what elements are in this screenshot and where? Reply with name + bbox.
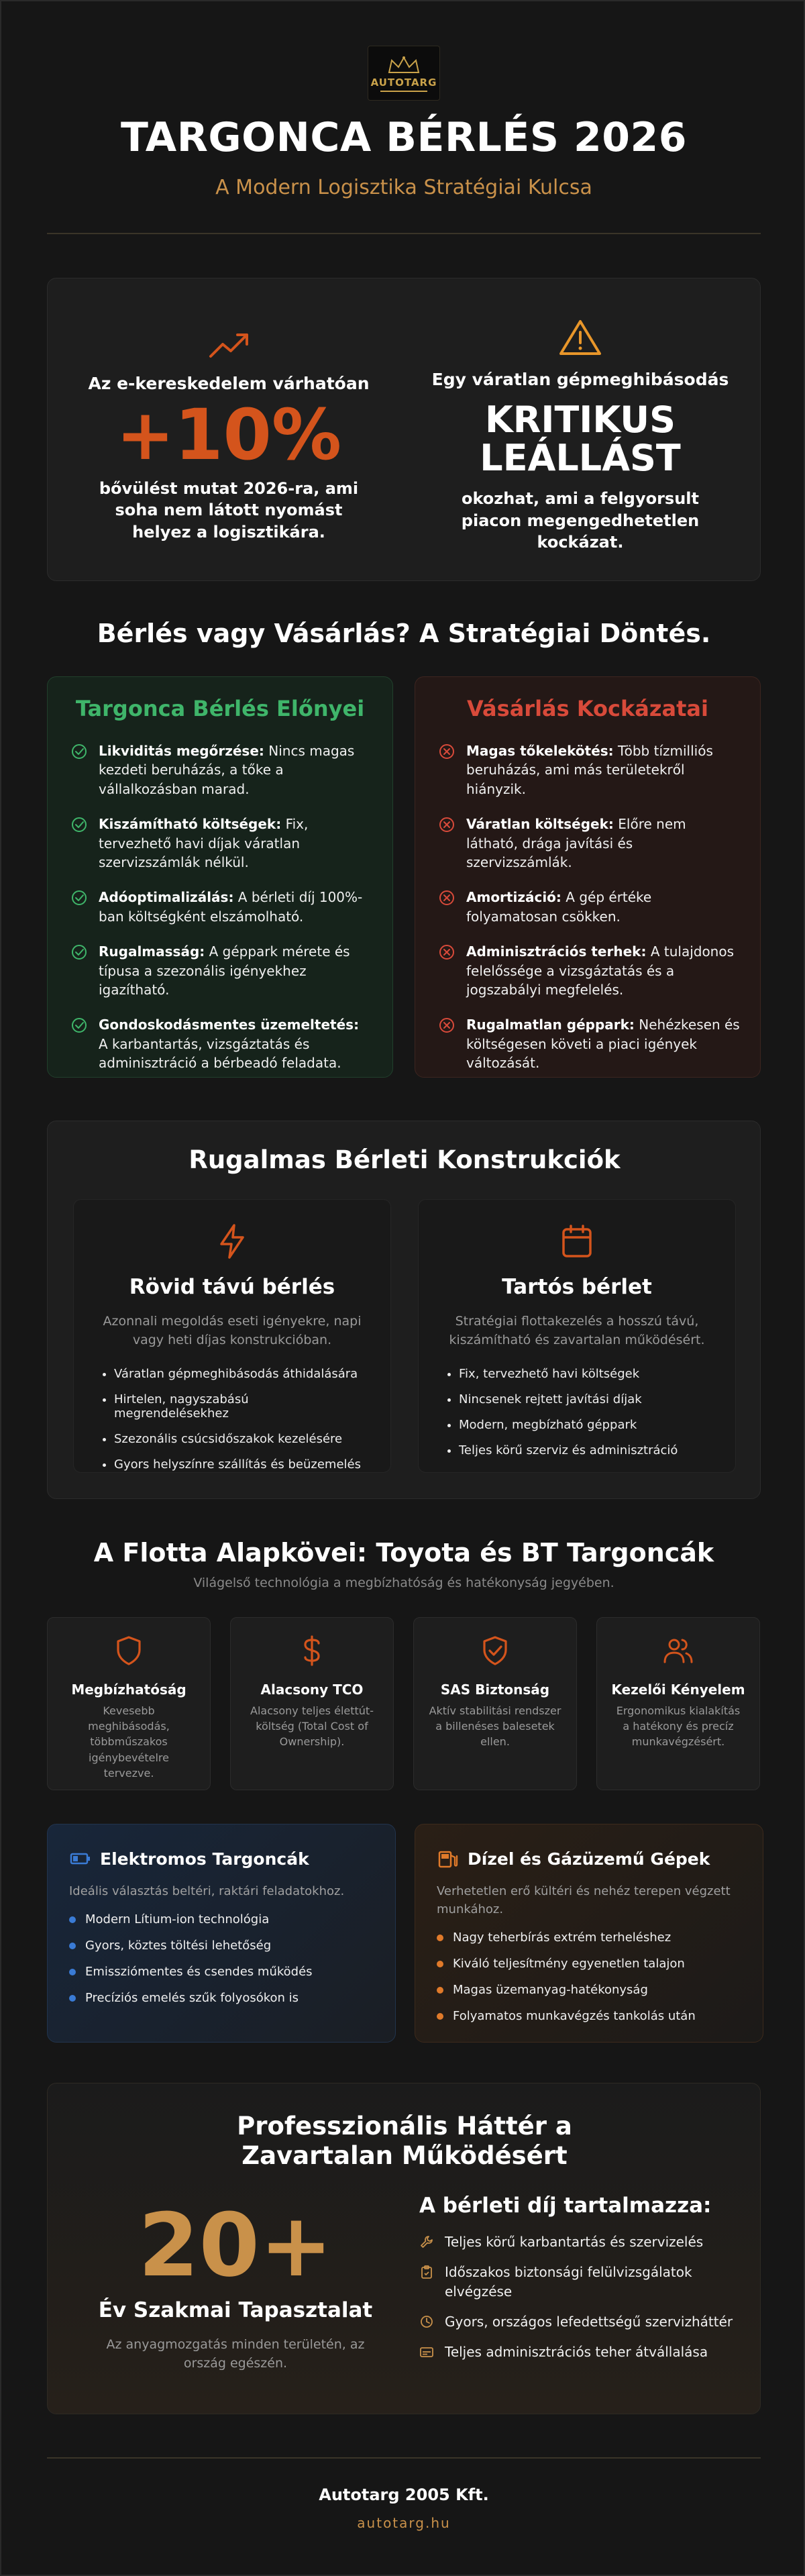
shield-icon [112, 1634, 146, 1667]
item-text [99, 1015, 372, 1072]
check-circle-icon [70, 943, 88, 961]
rental-long-desc: Stratégiai flottakezelés a hosszú távú, kiszámítható és zavartalan működésért. [449, 1314, 705, 1347]
item-text: Magas üzemanyag-hatékonyság [453, 1983, 648, 1997]
list-item: • Nincsenek rejtett javítási díjak [459, 1392, 711, 1406]
list-item [419, 2232, 735, 2252]
pros-list [48, 741, 392, 1072]
pillar-reliability [47, 1617, 211, 1790]
rental-long-card [418, 1199, 736, 1473]
pros-title: Targonca Bérlés Előnyei [75, 696, 365, 721]
rental-long-list [459, 1367, 711, 1457]
list-item [419, 2312, 735, 2332]
includes-title: A bérleti díj tartalmazza: [419, 2194, 712, 2218]
list-item: • Váratlan gépmeghibásodás áthidalására [114, 1367, 366, 1381]
rental-short-list [114, 1367, 366, 1472]
pillar-desc: Kevesebb meghibásodás, többműszakos igénybevételre tervezve. [88, 1704, 170, 1780]
x-circle-icon [438, 943, 455, 961]
calendar-icon [558, 1223, 596, 1260]
stat-value: KRITIKUS LEÁLLÁST [480, 399, 681, 479]
stats-card [47, 278, 761, 581]
shield-check-icon [478, 1634, 512, 1667]
list-item [438, 1015, 740, 1072]
bullet-dot-icon [437, 2013, 443, 2020]
stat-lead: Egy váratlan gépmeghibásodás [431, 370, 729, 389]
rental-short-desc: Azonnali megoldás eseti igényekre, napi vagy heti díjas konstrukcióban. [103, 1314, 362, 1347]
dollar-icon [295, 1634, 329, 1667]
pillar-desc: Aktív stabilitási rendszer a billenéses balesetek ellen. [429, 1704, 561, 1749]
stat-value: +10% [115, 394, 342, 476]
item-text: Kiváló teljesítmény egyenetlen talajon [453, 1957, 685, 1971]
diesel-desc: Verhetetlen erő kültéri és nehéz terepen végzett munkához. [437, 1884, 731, 1916]
item-label: Rugalmatlan géppark: [466, 1017, 635, 1033]
compare-title: Bérlés vagy Vásárlás? A Stratégiai Döntés. [97, 619, 711, 648]
list-item: • Modern, megbízható géppark [459, 1418, 711, 1432]
item-text: Emissziómentes és csendes működés [85, 1965, 313, 1979]
item-label: Váratlan költségek: [466, 816, 614, 833]
pillar-title: Alacsony TCO [260, 1682, 364, 1698]
electric-card [47, 1824, 396, 2043]
background-title: Professzionális Háttér a Zavartalan Működésért [237, 2112, 572, 2171]
pillar-title: Kezelői Kényelem [611, 1682, 745, 1698]
cons-card [415, 676, 761, 1078]
list-item [70, 888, 372, 926]
footer-divider [47, 2457, 761, 2459]
bullet-dot-icon [437, 1987, 443, 1994]
list-item [438, 888, 740, 926]
item-detail: Nincs magas kezdeti beruházás, a tőke a vállalkozásban marad. [99, 743, 355, 797]
stat-lead: Az e-kereskedelem várhatóan [88, 374, 370, 393]
pillar-sas [413, 1617, 577, 1790]
experience-number: 20+ [138, 2194, 333, 2296]
stat-desc: okozhat, ami a felgyorsult piacon megengedhetetlen kockázat. [461, 489, 700, 552]
pillar-comfort [596, 1617, 760, 1790]
item-text [466, 942, 740, 999]
list-item [69, 1912, 395, 1926]
list-item [437, 1930, 763, 1945]
list-item [438, 815, 740, 872]
x-circle-icon [438, 816, 455, 833]
users-icon [661, 1634, 695, 1667]
bullet-dot-icon [69, 1943, 76, 1949]
check-circle-icon [70, 816, 88, 833]
item-label: Amortizáció: [466, 889, 561, 906]
list-item [69, 1965, 395, 1979]
item-label: Adóoptimalizálás: [99, 889, 234, 906]
item-label: Kiszámítható költségek: [99, 816, 282, 833]
x-circle-icon [438, 889, 455, 907]
item-detail: A bérleti díj 100%-ban költségként elszámolható. [99, 889, 363, 925]
x-circle-icon [438, 1017, 455, 1034]
rental-long-title: Tartós bérlet [502, 1275, 652, 1299]
diesel-list [437, 1930, 763, 2023]
rental-section [47, 1121, 761, 1499]
item-detail: A karbantartás, vizsgáztatás és adminisztráció a bérbeadó feladata. [99, 1035, 341, 1072]
list-item [438, 741, 740, 798]
item-detail: Fix, tervezhető havi díjak váratlan szervizszámlák nélkül. [99, 816, 309, 870]
warning-icon [557, 317, 604, 358]
electric-list [69, 1912, 395, 2005]
trending-up-icon [205, 325, 252, 366]
logo-text: AUTOTARG [370, 76, 437, 89]
item-label: Adminisztrációs terhek: [466, 943, 647, 960]
bullet-dot-icon [69, 1916, 76, 1923]
item-text: Nagy teherbírás extrém terheléshez [453, 1930, 672, 1945]
item-text [99, 888, 372, 926]
item-text [99, 815, 372, 872]
machine-types [47, 1824, 761, 2045]
list-item [70, 815, 372, 872]
rental-title: Rugalmas Bérleti Konstrukciók [189, 1145, 621, 1174]
list-item [69, 1939, 395, 1953]
item-text [466, 815, 740, 872]
stat-breakdown [419, 317, 741, 554]
item-label: Rugalmasság: [99, 943, 205, 960]
divider [47, 233, 761, 234]
list-item [437, 1957, 763, 1971]
rental-short-card [73, 1199, 391, 1473]
page-subtitle: A Modern Logisztika Stratégiai Kulcsa [215, 176, 592, 199]
item-detail: Több tízmilliós beruházás, ami más területekről hiányzik. [466, 743, 713, 797]
diesel-card [415, 1824, 763, 2043]
list-item [437, 2009, 763, 2023]
electric-desc: Ideális választás beltéri, raktári feladatokhoz. [69, 1884, 345, 1898]
item-detail: A géppark mérete és típusa a szezonális igényekhez igazítható. [99, 943, 350, 998]
company-logo [368, 46, 440, 101]
list-item: • Teljes körű szerviz és adminisztráció [459, 1443, 711, 1457]
lightning-icon [213, 1223, 251, 1260]
bullet-dot-icon [437, 1935, 443, 1941]
rental-short-title: Rövid távú bérlés [129, 1275, 335, 1299]
item-text: Modern Lítium-ion technológia [85, 1912, 270, 1926]
check-circle-icon [70, 1017, 88, 1034]
include-text: Időszakos biztonsági felülvizsgálatok elvégzése [445, 2264, 692, 2300]
page-title: TARGONCA BÉRLÉS 2026 [121, 114, 687, 161]
list-item: • Hirtelen, nagyszabású megrendelésekhez [114, 1392, 366, 1421]
list-item [70, 1015, 372, 1072]
item-text: Folyamatos munkavégzés tankolás után [453, 2009, 696, 2023]
crown-icon [384, 55, 424, 75]
includes-list [419, 2232, 735, 2373]
pillar-tco [230, 1617, 394, 1790]
list-item: • Gyors helyszínre szállítás és beüzemelés [114, 1457, 366, 1472]
item-text [99, 942, 372, 999]
cons-title: Vásárlás Kockázatai [467, 696, 708, 721]
background-section [47, 2083, 761, 2414]
check-circle-icon [70, 743, 88, 760]
bullet-dot-icon [69, 1995, 76, 2002]
item-label: Magas tőkelekötés: [466, 743, 614, 759]
item-label: Likviditás megőrzése: [99, 743, 264, 759]
list-item [419, 2263, 735, 2302]
item-text: Gyors, köztes töltési lehetőség [85, 1939, 272, 1953]
footer-company: Autotarg 2005 Kft. [319, 2485, 489, 2504]
wrench-icon [419, 2234, 434, 2249]
item-detail: A gép értéke folyamatosan csökken. [466, 889, 652, 925]
bullet-dot-icon [437, 1961, 443, 1967]
item-text [99, 741, 372, 798]
item-detail: Nehézkesen és költségesen követi a piaci igények változását. [466, 1017, 740, 1072]
diesel-title: Dízel és Gázüzemű Gépek [468, 1849, 710, 1869]
experience-label: Év Szakmai Tapasztalat [98, 2298, 373, 2322]
electric-title: Elektromos Targoncák [100, 1849, 309, 1869]
list-item [437, 1983, 763, 1997]
bullet-dot-icon [69, 1969, 76, 1975]
item-text: Precíziós emelés szűk folyosókon is [85, 1991, 299, 2005]
clipboard-icon [419, 2265, 434, 2279]
cons-list [415, 741, 760, 1072]
fuel-pump-icon [437, 1847, 460, 1870]
item-text [466, 888, 740, 926]
list-item [419, 2342, 735, 2362]
item-label: Gondoskodásmentes üzemeltetés: [99, 1017, 360, 1033]
list-item: • Szezonális csúcsidőszakok kezelésére [114, 1432, 366, 1446]
pillar-desc: Ergonomikus kialakítás a hatékony és precíz munkavégzésért. [616, 1704, 741, 1749]
pillar-desc: Alacsony teljes élettút-költség (Total Cost of Ownership). [250, 1704, 374, 1749]
include-text: Gyors, országos lefedettségű szervizháttér [445, 2314, 733, 2330]
list-item [70, 942, 372, 999]
list-item [69, 1991, 395, 2005]
list-item: • Fix, tervezhető havi költségek [459, 1367, 711, 1381]
item-detail: A tulajdonos felelőssége a vizsgáztatás és a jogszabályi megfelelés. [466, 943, 735, 998]
pillar-title: Megbízhatóság [71, 1682, 186, 1698]
experience-desc: Az anyagmozgatás minden területén, az ország egészén. [106, 2337, 365, 2371]
fleet-title: A Flotta Alapkövei: Toyota és BT Targoncák [93, 1538, 714, 1567]
check-circle-icon [70, 889, 88, 907]
battery-icon [69, 1847, 92, 1870]
item-detail: Előre nem látható, drága javítási és szervizszámlák. [466, 816, 686, 870]
item-text [466, 1015, 740, 1072]
include-text: Teljes körű karbantartás és szervizelés [445, 2234, 704, 2250]
fleet-pillars [47, 1617, 761, 1792]
clock-icon [419, 2314, 434, 2329]
x-circle-icon [438, 743, 455, 760]
include-text: Teljes adminisztrációs teher átvállalása [445, 2344, 708, 2360]
footer-url[interactable]: autotarg.hu [357, 2515, 451, 2531]
list-item [70, 741, 372, 798]
stat-ecommerce [68, 325, 390, 543]
logo-underline [380, 91, 427, 92]
fleet-subtitle: Világelső technológia a megbízhatóság és hatékonyság jegyében. [193, 1576, 614, 1590]
stat-desc: bővülést mutat 2026-ra, ami soha nem látott nyomást helyez a logisztikára. [99, 479, 359, 542]
admin-icon [419, 2345, 434, 2359]
pillar-title: SAS Biztonság [440, 1682, 550, 1698]
pros-card [47, 676, 393, 1078]
item-text [466, 741, 740, 798]
list-item [438, 942, 740, 999]
